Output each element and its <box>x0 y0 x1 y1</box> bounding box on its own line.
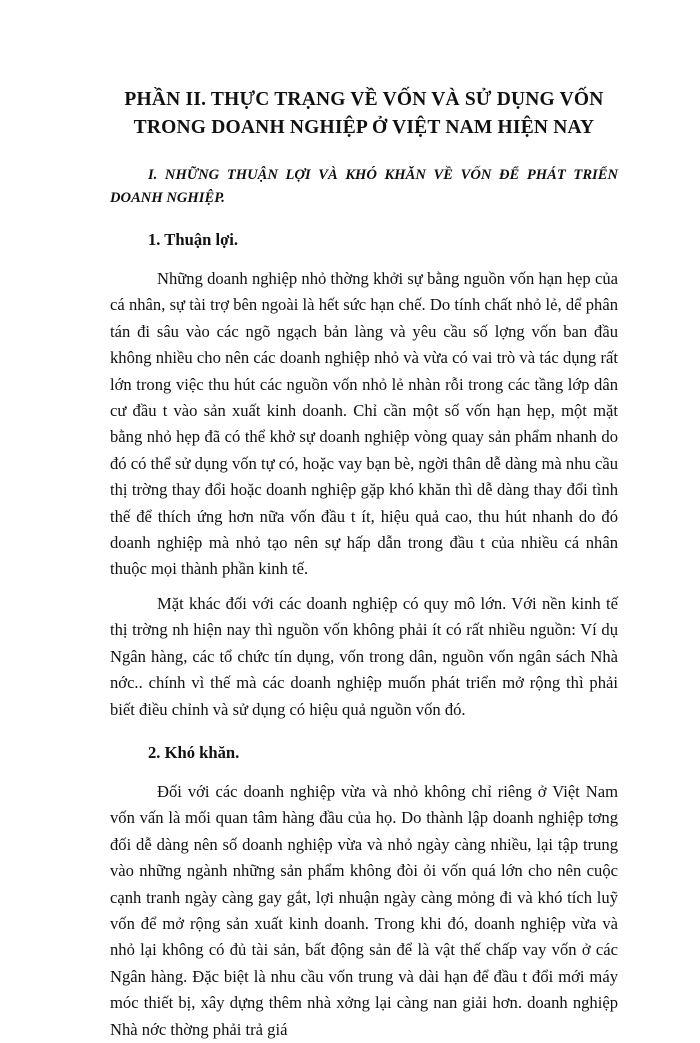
paragraph: Mặt khác đối với các doanh nghiệp có quy mô lớn. Với nền kinh tế thị trờng nh hiện nay thì nguồn vốn không phải ít có rất nhiều nguồn: Ví dụ Ngân hàng, các tổ chức tín dụng, vốn trong dân, nguồn vốn ngân sách Nhà nớc.. chính vì thế mà các doanh nghiệp muốn phát triển mở rộng thì phải biết điều chỉnh và sử dụng có hiệu quả nguồn vốn đó. <box>110 593 618 719</box>
section-heading: I. NHỮNG THUẬN LỢI VÀ KHÓ KHĂN VỀ VỐN ĐỂ PHÁT TRIỂN DOANH NGHIỆP. <box>110 167 618 206</box>
subsection-heading: 2. Khó khăn. <box>148 742 240 762</box>
part-title: PHẦN II. THỰC TRẠNG VỀ VỐN VÀ SỬ DỤNG VỐN TRONG DOANH NGHIỆP Ở VIỆT NAM HIỆN NAY <box>124 89 604 138</box>
paragraph: Đối với các doanh nghiệp vừa và nhỏ không chỉ riêng ở Việt Nam vốn vấn là mối quan tâm hàng đầu của họ. Do thành lập doanh nghiệp tơng đối dễ dàng nên số doanh nghiệp vừa và nhỏ ngày càng nhiều, lại tập trung vào những ngành những sản phẩm không đòi ỏi vốn quá lớn cho nên cuộc cạnh tranh ngày càng gay gắt, lợi nhuận ngày càng mỏng đi và khó tích luỹ vốn để mở rộng sản xuất kinh doanh. Trong khi đó, doanh nghiệp vừa và nhỏ lại không có đủ tài sản, bất động sản để là vật thế chấp vay vốn ở các Ngân hàng. Đặc biệt là nhu cầu vốn trung và dài hạn để đầu t đổi mới máy móc thiết bị, xây dựng thêm nhà xởng lại càng nan giải hơn. doanh nghiệp Nhà nớc thờng phải trả giá <box>110 781 618 1039</box>
subsection-advantages <box>110 228 618 723</box>
subsection-heading: 1. Thuận lợi. <box>148 230 239 249</box>
paragraph: Những doanh nghiệp nhỏ thờng khởi sự bằng nguồn vốn hạn hẹp của cá nhân, sự tài trợ bên ngoài là hết sức hạn chế. Do tính chất nhỏ lẻ, dể phân tán đi sâu vào các ngõ ngạch bản làng và yêu cầu số lợng vốn ban đầu không nhiều cho nên các doanh nghiệp nhỏ và vừa có vai trò và tác dụng rất lớn trong việc thu hút các nguồn vốn nhỏ lẻ nhàn rỗi trong các tầng lớp dân cư đầu t vào sản xuất kinh doanh. Chỉ cần một số vốn hạn hẹp, một mặt bằng nhỏ hẹp đã có thể khở sự doanh nghiệp vòng quay sản phẩm nhanh do đó có thể sử dụng vốn tự có, hoặc vay bạn bè, ngời thân dễ dàng mà nhu cầu thị trờng thay đổi hoặc doanh nghiệp gặp khó khăn thì dễ dàng thay đổi tình thế để thích ứng hơn nữa vốn đầu t ít, hiệu quả cao, thu hút nhanh do đó doanh nghiệp mà nhỏ tạo nên sự hấp dẫn trong đầu t của nhiều cá nhân thuộc mọi thành phần kinh tế. <box>110 269 618 579</box>
subsection-difficulties <box>110 741 618 1043</box>
